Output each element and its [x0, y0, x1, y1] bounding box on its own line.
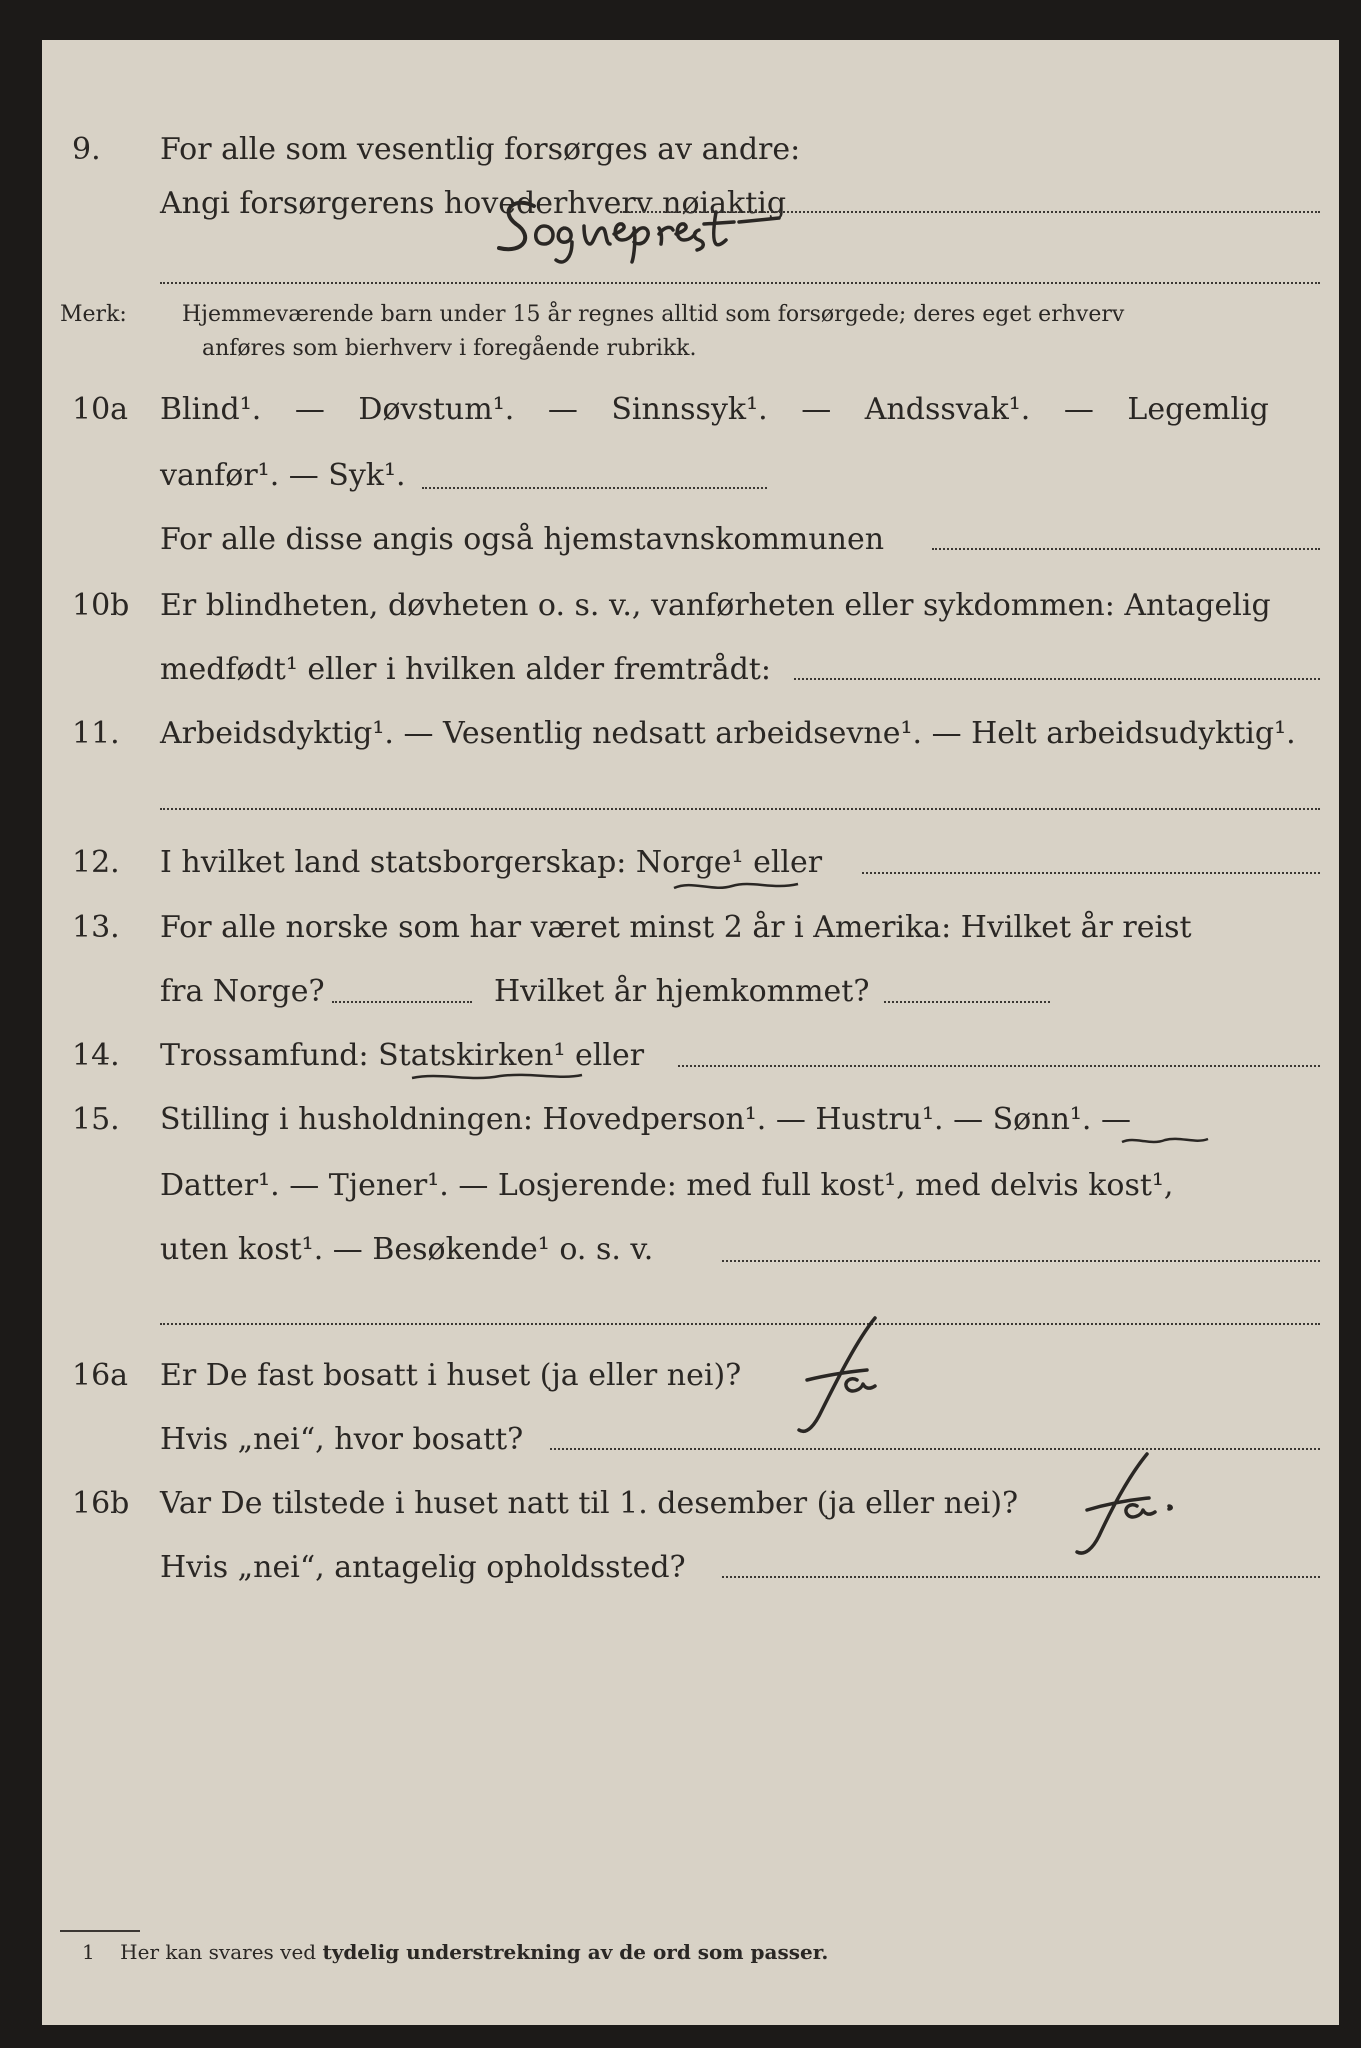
option-legemlig: Legemlig: [1127, 392, 1269, 427]
q10a-home-municipality-label: For alle disse angis også hjemstavnskommunen: [160, 522, 885, 557]
q15-household-position-line-1: Stilling i husholdningen: Hovedperson¹. — Hustru¹. — Sønn¹. —: [160, 1102, 1131, 1137]
q16b-answer-line: [722, 1576, 1320, 1578]
item-number-14: 14.: [72, 1038, 120, 1073]
q10b-question-line-1: Er blindheten, døvheten o. s. v., vanførheten eller sykdommen: Antagelig: [160, 588, 1271, 623]
census-form-page: [42, 40, 1339, 2025]
item-number-13: 13.: [72, 910, 120, 945]
q16a-answer-line: [550, 1448, 1320, 1450]
q9-answer-line-2: [160, 282, 1320, 284]
q15-household-position-line-3: uten kost¹. — Besøkende¹ o. s. v.: [160, 1232, 654, 1267]
option-dovstum: Døvstum¹.: [358, 392, 515, 427]
item-number-12: 12.: [72, 845, 120, 880]
q10a-options-line-1: [160, 392, 1269, 428]
note-text-line-2: anføres som bierhverv i foregående rubrikk.: [202, 336, 697, 361]
q9-provider-occupation-label: Angi forsørgerens hovederhverv nøiaktig: [160, 186, 787, 221]
footnote: [82, 1940, 828, 1964]
q11-answer-line: [160, 808, 1320, 810]
note-label: Merk:: [60, 302, 127, 327]
item-number-16b: 16b: [72, 1486, 130, 1521]
item-number-11: 11.: [72, 716, 120, 751]
q13-america-question: For alle norske som har været minst 2 år i Amerika: Hvilket år reist: [160, 910, 1192, 945]
dash: —: [801, 392, 832, 427]
q10b-answer-line: [794, 678, 1320, 680]
item-number-9: 9.: [72, 132, 101, 167]
q14-statskirken-underline: [410, 1070, 585, 1084]
q16a-resident-question: Er De fast bosatt i huset (ja eller nei)?: [160, 1358, 742, 1393]
q11-work-capacity-options: Arbeidsdyktig¹. — Vesentlig nedsatt arbeidsevne¹. — Helt arbeidsudyktig¹.: [160, 716, 1296, 751]
q13-year-left-line: [332, 1001, 472, 1003]
note-text-line-1: Hjemmeværende barn under 15 år regnes alltid som forsørgede; deres eget erhverv: [182, 302, 1125, 327]
item-number-16a: 16a: [72, 1358, 129, 1393]
q16a-handwritten-answer: [787, 1310, 907, 1440]
q14-answer-line: [678, 1065, 1320, 1067]
q15-household-position-line-2: Datter¹. — Tjener¹. — Losjerende: med full kost¹, med delvis kost¹,: [160, 1168, 1174, 1203]
q14-religion-question: Trossamfund: Statskirken¹ eller: [160, 1038, 645, 1073]
dash: —: [294, 392, 325, 427]
q12-norge-underline: [672, 878, 802, 894]
dash: —: [547, 392, 578, 427]
handwriting-ja-16b: [1057, 1448, 1187, 1558]
q15-answer-line-1: [722, 1260, 1320, 1262]
q10b-question-line-2: medfødt¹ eller i hvilken alder fremtrådt:: [160, 652, 771, 687]
footnote-mark: 1: [82, 1940, 95, 1964]
option-blind: Blind¹.: [160, 392, 262, 427]
q12-answer-line: [862, 872, 1320, 874]
q12-citizenship-question: I hvilket land statsborgerskap: Norge¹ eller: [160, 845, 823, 880]
q16a-where-resident-label: Hvis „nei“, hvor bosatt?: [160, 1422, 524, 1457]
q15-sonn-underline: [1120, 1134, 1210, 1148]
q15-answer-line-2: [160, 1323, 1320, 1325]
handwriting-sognepraest: [494, 176, 914, 266]
q13-year-returned-label: Hvilket år hjemkommet?: [494, 974, 870, 1009]
footnote-bold-text: tydelig understrekning av de ord som passer.: [322, 1940, 829, 1964]
q16b-presumed-location-label: Hvis „nei“, antagelig opholdssted?: [160, 1550, 686, 1585]
handwriting-ja-16a: [787, 1310, 907, 1440]
footnote-rule: [60, 1930, 140, 1932]
q9-handwritten-answer: [494, 176, 914, 266]
option-andssvak: Andssvak¹.: [864, 392, 1031, 427]
q16b-present-question: Var De tilstede i huset natt til 1. desember (ja eller nei)?: [160, 1486, 1019, 1521]
q10a-options-line-2: vanfør¹. — Syk¹.: [160, 458, 406, 493]
item-number-15: 15.: [72, 1102, 120, 1137]
dash: —: [1063, 392, 1094, 427]
q10a-municipality-line: [932, 548, 1320, 550]
item-number-10a: 10a: [72, 392, 129, 427]
q13-year-returned-line: [884, 1001, 1050, 1003]
item-number-10b: 10b: [72, 588, 130, 623]
q9-prompt: For alle som vesentlig forsørges av andre:: [160, 132, 801, 167]
q10a-answer-line: [422, 487, 767, 489]
q13-year-left-label: fra Norge?: [160, 974, 325, 1009]
option-sinnssyk: Sinnssyk¹.: [611, 392, 768, 427]
footnote-text: Her kan svares ved: [120, 1940, 317, 1964]
q16b-handwritten-answer: [1057, 1448, 1187, 1558]
